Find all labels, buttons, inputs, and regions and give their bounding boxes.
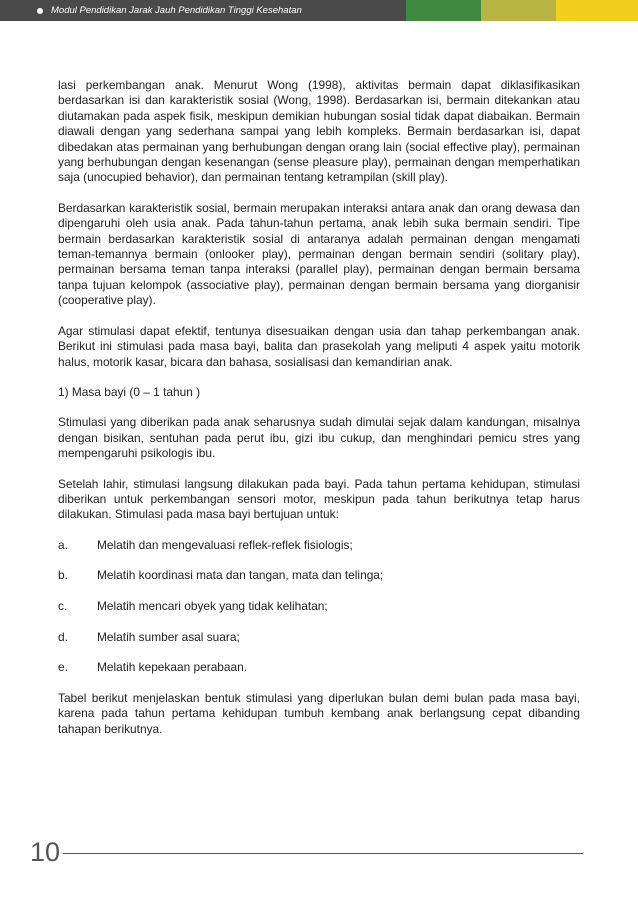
list-item-text: Melatih koordinasi mata dan tangan, mata dan telinga; [97,568,384,583]
page-body [58,78,580,752]
body-paragraph: Stimulasi yang diberikan pada anak seharusnya sudah dimulai sejak dalam kandungan, misalnya dengan bisikan, sentuhan pada perut ibu, gizi ibu cukup, dan menghindari pemicu stres yang mempengaruhi psikologis ibu. [58,415,580,461]
list-marker: a. [58,537,68,552]
list-item [58,538,580,553]
section-heading: 1) Masa bayi (0 – 1 tahun ) [58,384,201,399]
list-item [58,630,580,645]
page-number: 10 [30,837,61,867]
bullet-icon [37,8,43,14]
list-item-text: Melatih mencari obyek yang tidak kelihatan; [97,598,328,613]
header-stripe-olive [481,0,556,21]
body-paragraph: Berdasarkan karakteristik sosial, bermain merupakan interaksi antara anak dan orang dewasa dan dipengaruhi oleh usia anak. Pada tahun-tahun pertama, anak lebih suka bermain sendiri. Tipe bermain berdasarkan karakteristik sosial di antaranya adalah permainan dengan mengamati teman-temannya bermain (onlooker play), permainan dengan bermain sendiri (solitary play), permainan bersama teman tanpa interaksi (parallel play), permainan dengan bermain bersama tanpa tujuan kelompok (associative play), permainan dengan bermain bersama yang diorganisir (cooperative play). [58,200,580,308]
list-item [58,599,580,614]
body-paragraph: Setelah lahir, stimulasi langsung dilakukan pada bayi. Pada tahun pertama kehidupan, stimulasi diberikan untuk perkembangan sensori motor, meskipun pada tahun berikutnya tetap harus dilakukan. Stimulasi pada masa bayi bertujuan untuk: [58,476,580,522]
objective-list [58,538,580,676]
list-item-text: Melatih dan mengevaluasi reflek-reflek fisiologis; [97,537,353,552]
page-header [0,0,638,21]
list-marker: e. [58,660,68,675]
footer-rule [63,853,583,854]
list-item [58,568,580,583]
list-item-text: Melatih kepekaan perabaan. [97,660,248,675]
header-stripe-green [406,0,481,21]
body-paragraph: lasi perkembangan anak. Menurut Wong (1998), aktivitas bermain dapat diklasifikasikan berdasarkan isi dan karakteristik sosial (Wong, 1998). Berdasarkan isi, bermain ditekankan atau diutamakan pada aspek fisik, meskipun demikian hubungan sosial tidak dapat diabaikan. Bermain diawali dengan yang sederhana sampai yang lebih kompleks. Bermain berdasarkan isi, dapat dibedakan atas permainan yang berhubungan dengan orang lain (social effective play), permainan yang berhubungan dengan kesenangan (sense pleasure play), permainan dengan memperhatikan saja (unocupied behavior), dan permainan tentang ketrampilan (skill play). [58,78,580,185]
list-item [58,660,580,675]
header-title: Modul Pendidikan Jarak Jauh Pendidikan Tinggi Kesehatan [51,5,302,16]
header-stripe-yellow [556,0,638,21]
body-paragraph: Agar stimulasi dapat efektif, tentunya disesuaikan dengan usia dan tahap perkembangan anak. Berikut ini stimulasi pada masa bayi, balita dan prasekolah yang meliputi 4 aspek yaitu motorik halus, motorik kasar, bicara dan bahasa, sosialisasi dan kemandirian anak. [58,323,580,369]
list-marker: c. [58,598,68,613]
header-title-bar [0,0,406,21]
list-item-text: Melatih sumber asal suara; [97,629,240,644]
body-paragraph: Tabel berikut menjelaskan bentuk stimulasi yang diperlukan bulan demi bulan pada masa bayi, karena pada tahun pertama kehidupan tumbuh kembang anak berlangsung cepat dibanding tahapan berikutnya. [58,690,580,736]
list-marker: b. [58,568,68,583]
list-marker: d. [58,629,68,644]
